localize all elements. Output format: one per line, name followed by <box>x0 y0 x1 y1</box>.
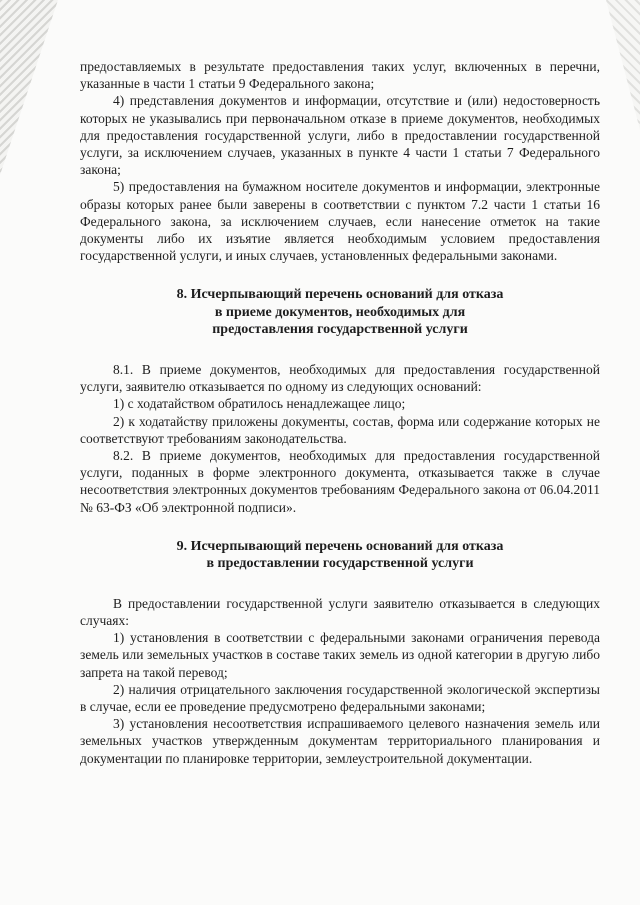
clause-8-1: 8.1. В приеме документов, необходимых для предоставления государственной услуги, заявителю отказывается по одному из следующих оснований: <box>80 361 600 395</box>
document-page <box>80 58 600 767</box>
section-8-heading-line: 8. Исчерпывающий перечень оснований для отказа <box>176 287 504 303</box>
clause-8-2: 8.2. В приеме документов, необходимых для предоставления государственной услуги, поданных в форме электронного документа, отказывается также в случае несоответствия электронных документов требованиям Федерального закона от 06.04.2011 № 63-ФЗ «Об электронной подписи». <box>80 447 600 515</box>
section-9-heading-line: 9. Исчерпывающий перечень оснований для отказа <box>176 538 504 554</box>
clause-8-1-item-1: 1) с ходатайством обратилось ненадлежащее лицо; <box>113 396 406 412</box>
section-8-heading-line: предоставления государственной услуги <box>212 322 468 338</box>
scan-edge-shadow-left <box>0 0 58 175</box>
section-8-heading-line: в приеме документов, необходимых для <box>214 304 466 320</box>
scan-edge-shadow-right <box>606 0 640 130</box>
list-item-4: 4) представления документов и информации, отсутствие и (или) недостоверность которых не указывались при первоначальном отказе в приеме документов, необходимых для предоставления государственной услуги, либо в предоставлении государственной услуги, за исключением случаев, указанных в пункте 4 части 1 статьи 7 Федерального закона; <box>80 93 600 178</box>
list-item-5: 5) предоставления на бумажном носителе документов и информации, электронные образы которых ранее были заверены в соответствии с пунктом 7.2 части 1 статьи 16 Федерального закона, за исключением случаев, если нанесение отметок на такие документы либо их изъятие является необходимым условием предоставления государственной услуги, и иных случаев, установленных федеральными законами. <box>80 179 600 264</box>
clause-8-1-item-2: 2) к ходатайству приложены документы, состав, форма или содержание которых не соответствуют требованиям законодательства. <box>80 413 600 446</box>
section-9-intro: В предоставлении государственной услуги заявителю отказывается в следующих случаях: <box>80 595 600 628</box>
section-9-heading <box>80 538 600 573</box>
section-9-item-3: 3) установления несоответствия испрашиваемого целевого назначения земель или земельных участков утвержденным документам территориального планирования и документации по планировке территории, землеустроительной документации. <box>80 716 600 766</box>
section-9-heading-line: в предоставлении государственной услуги <box>206 556 474 572</box>
paragraph-continuation: предоставляемых в результате предоставления таких услуг, включенных в перечни, указанные в части 1 статьи 9 Федерального закона; <box>80 59 600 92</box>
section-9-item-1: 1) установления в соответствии с федеральными законами ограничения перевода земель или земельных участков в составе таких земель из одной категории в другую либо запрета на такой перевод; <box>80 630 600 680</box>
section-9-item-2: 2) наличия отрицательного заключения государственной экологической экспертизы в случае, если ее проведение предусмотрено федеральными законами; <box>80 681 600 714</box>
section-8-heading <box>80 286 600 339</box>
